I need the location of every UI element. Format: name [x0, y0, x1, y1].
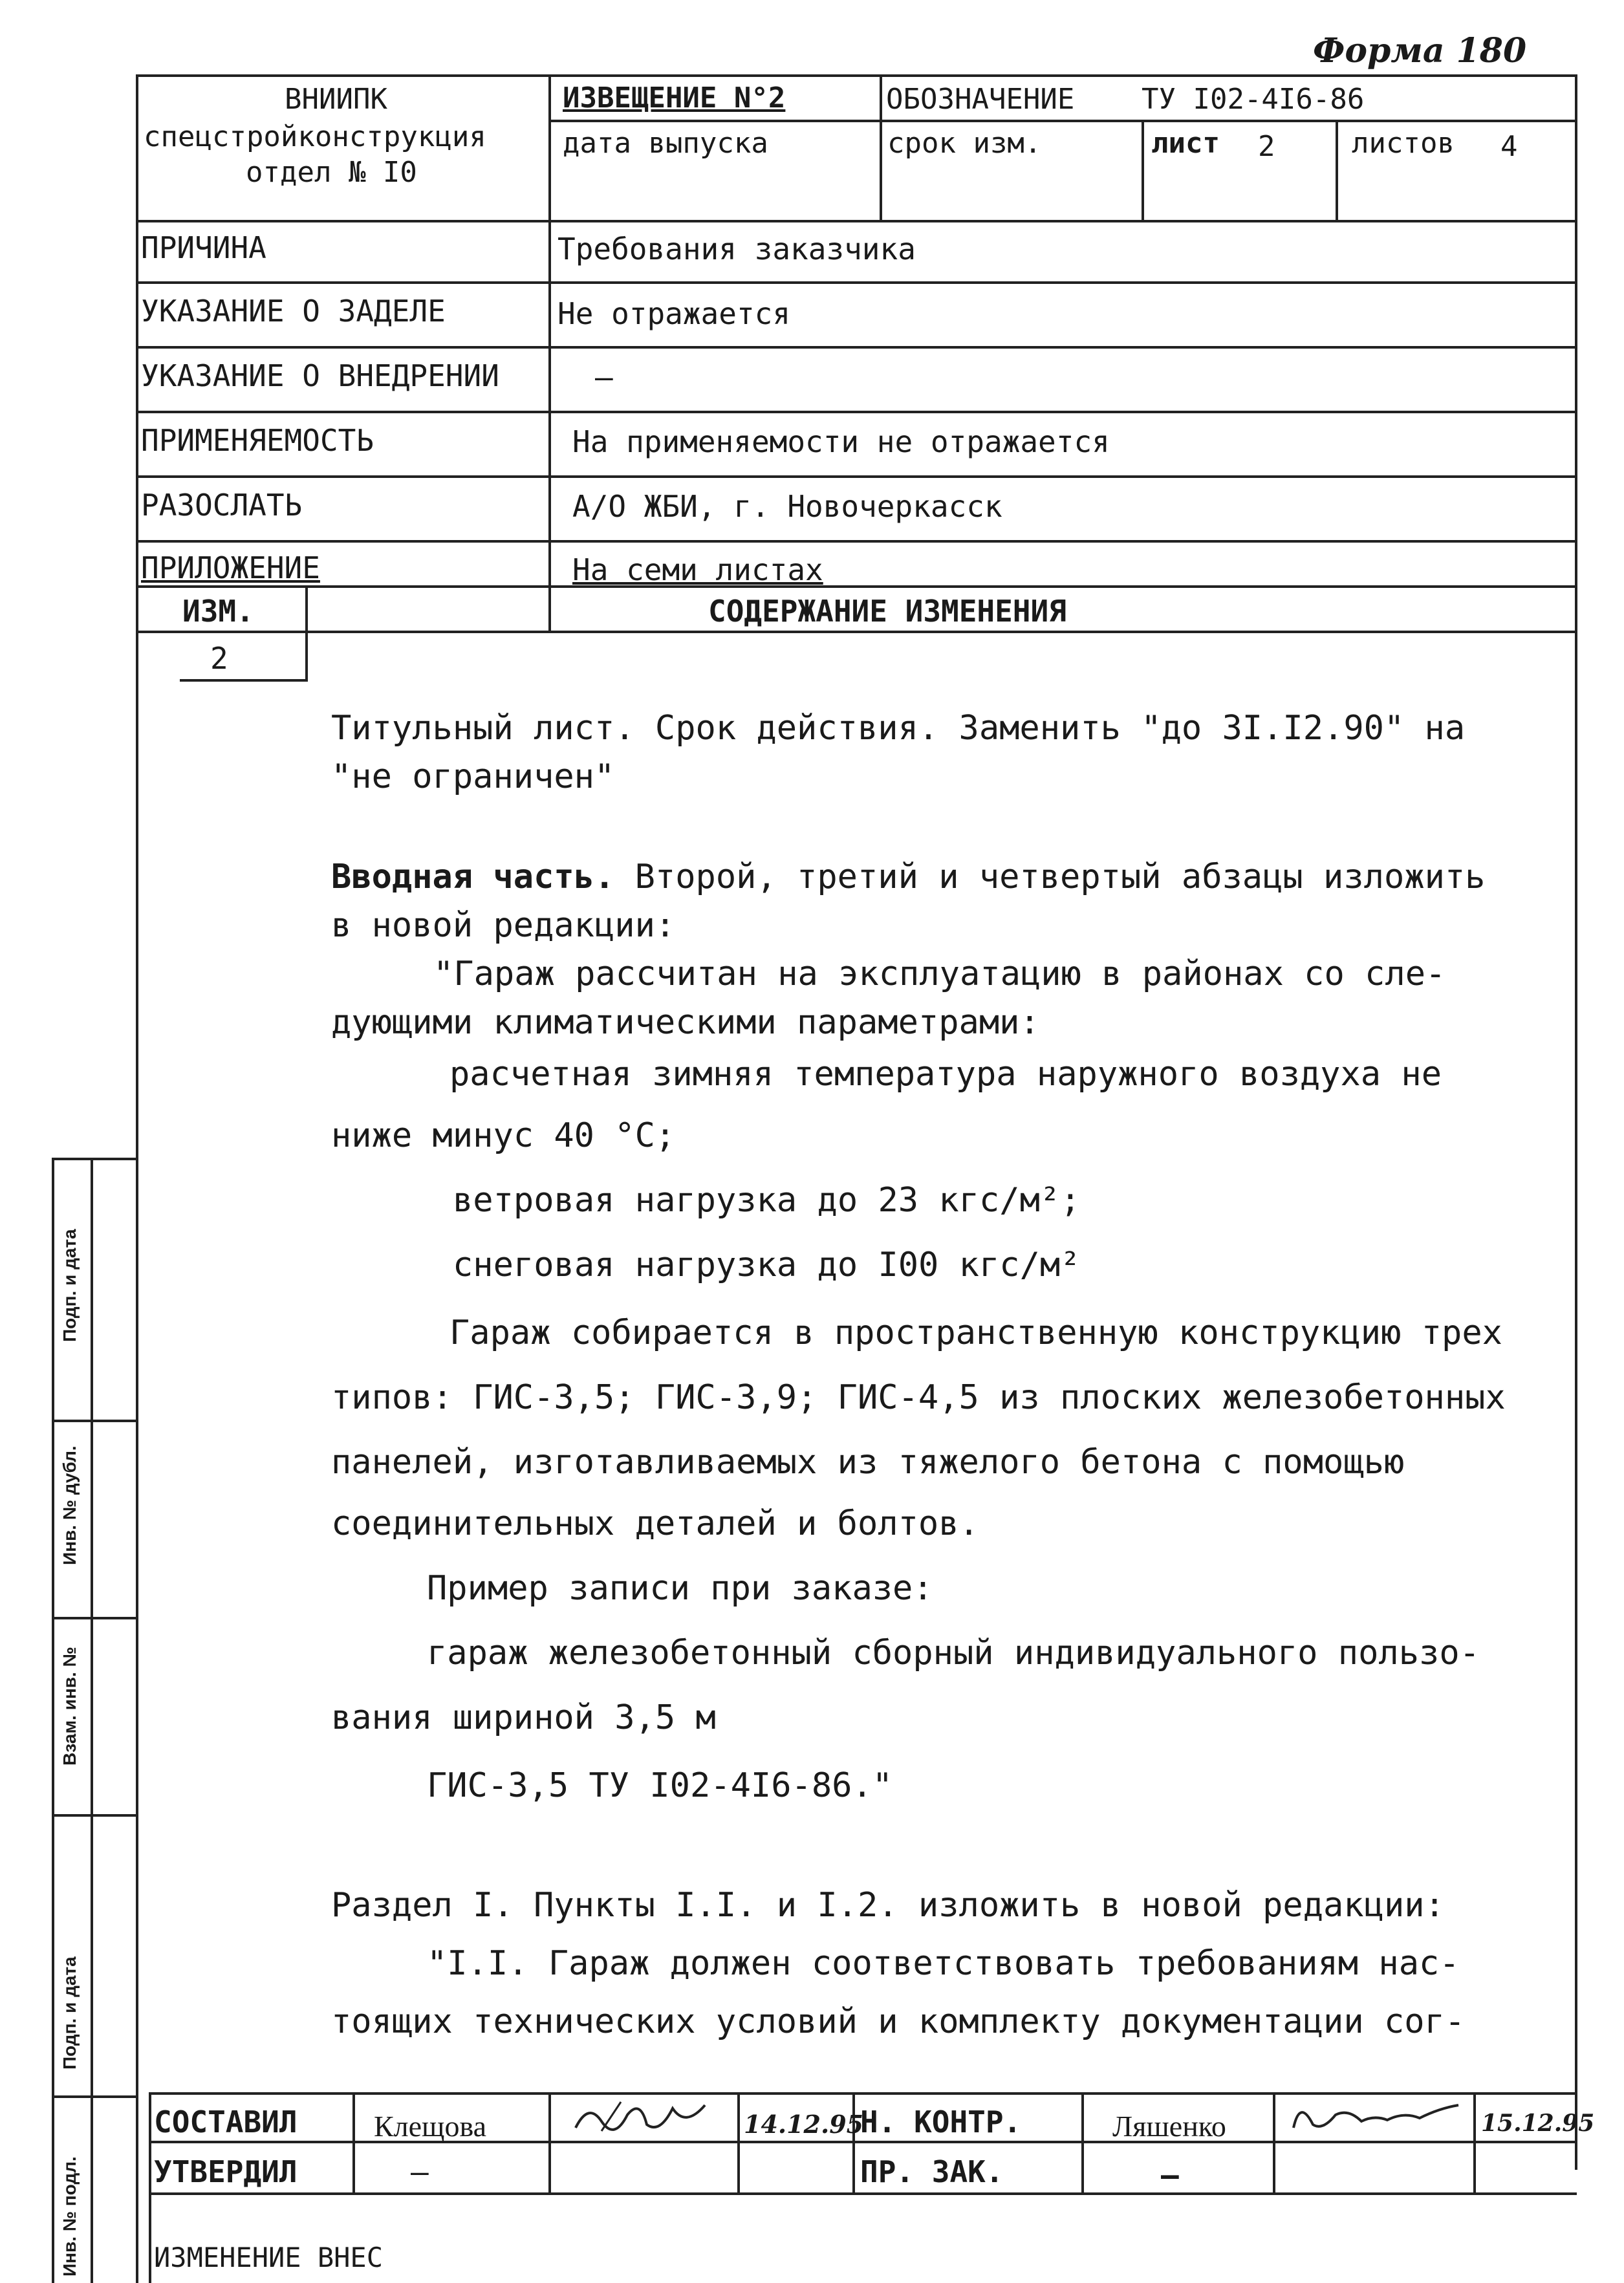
body-p2-l2: в новой редакции:	[331, 906, 676, 945]
change-col-bottom	[180, 679, 308, 682]
issue-date-label: дата выпуска	[563, 127, 768, 160]
side-stamp-div-4	[52, 2095, 138, 2098]
body-p4-l2: гараж железобетонный сборный индивидуального пользо-	[427, 1634, 1480, 1672]
change-made-label: ИЗМЕНЕНИЕ ВНЕС	[154, 2242, 384, 2273]
side-stamp-div-1	[52, 1420, 138, 1422]
org-name-line2: спецстройконструкция	[144, 120, 486, 153]
body-p5-l1: Раздел I. Пункты I.I. и I.2. изложить в новой редакции:	[331, 1886, 1445, 1925]
side-sign-date-2: Подп. и дата	[60, 1956, 80, 2070]
header-divider-3	[1142, 120, 1144, 222]
side-stamp-div-2	[52, 1617, 138, 1619]
body-p2-l8: снеговая нагрузка до I00 кгс/м²	[453, 1246, 1081, 1284]
side-sign-date-1: Подп. и дата	[60, 1229, 80, 1342]
applicability-value: На применяемости не отражается	[572, 424, 1110, 459]
body-p4-l3: вания шириной 3,5 м	[331, 1698, 716, 1737]
footer-col-7	[1273, 2092, 1275, 2192]
side-stamp-mid	[91, 1158, 93, 2283]
composed-name: Клещова	[374, 2110, 487, 2143]
side-stamp-left	[52, 1158, 54, 2283]
frame-top	[136, 74, 1577, 77]
row-line-4	[136, 475, 1577, 478]
change-col-right	[305, 585, 308, 681]
body-p2-l5: расчетная зимняя температура наружного воздуха не	[449, 1055, 1442, 1094]
norm-control-signature	[1284, 2095, 1465, 2138]
header-divider-4	[1336, 120, 1338, 222]
backlog-label: УКАЗАНИЕ О ЗАДЕЛЕ	[141, 294, 446, 329]
body-p2-l1-bold: Вводная часть.	[331, 858, 615, 896]
footer-bottom-line	[149, 2192, 1577, 2195]
body-p3-l2: типов: ГИС-3,5; ГИС-3,9; ГИС-4,5 из плоских железобетонных	[331, 1378, 1506, 1417]
org-department: отдел № I0	[246, 156, 417, 189]
composed-date: 14.12.95	[744, 2110, 864, 2139]
side-replace-inv: Взам. инв. №	[60, 1647, 80, 1766]
change-number: 2	[210, 641, 228, 676]
org-name-line1: ВНИИПК	[285, 83, 387, 116]
body-p5-l3: тоящих технических условий и комплекту документации сог-	[331, 2002, 1466, 2041]
distribute-value: А/О ЖБИ, г. Новочеркасск	[572, 489, 1002, 524]
change-deadline-label: срок изм.	[887, 127, 1042, 160]
frame-left	[136, 74, 138, 2283]
backlog-value: Не отражается	[558, 296, 791, 331]
applicability-label: ПРИМЕНЯЕМОСТЬ	[141, 423, 374, 458]
form-label: Форма 180	[1313, 31, 1527, 70]
body-p2-l1-rest: Второй, третий и четвертый абзацы изложить	[614, 858, 1486, 896]
header-mid-line	[548, 120, 1577, 122]
sheet-label: лист	[1151, 127, 1220, 160]
footer-col-5	[852, 2092, 855, 2192]
footer-col-8	[1473, 2092, 1476, 2192]
footer-mid-line	[149, 2141, 1577, 2143]
footer-col-2	[352, 2092, 355, 2192]
frame-right	[1575, 74, 1577, 2170]
attachment-value: На семи листах	[572, 552, 823, 587]
body-p1-l2: "не ограничен"	[331, 757, 615, 796]
norm-control-label: Н. КОНТР.	[860, 2104, 1022, 2139]
row-line-1	[136, 281, 1577, 284]
row-line-3	[136, 411, 1577, 413]
header-divider-2	[880, 74, 882, 222]
body-p4-l4: ГИС-3,5 ТУ I02-4I6-86."	[427, 1766, 893, 1805]
distribute-label: РАЗОСЛАТЬ	[141, 488, 303, 523]
notice-number: ИЗВЕЩЕНИЕ N°2	[563, 81, 786, 114]
sheets-value: 4	[1500, 130, 1518, 163]
footer-top-line	[149, 2092, 1577, 2095]
row-line-5	[136, 540, 1577, 543]
side-dup-inv: Инв. № дубл.	[60, 1445, 80, 1565]
change-label: ИЗМ.	[182, 594, 254, 629]
body-p2-l4: дующими климатическими параметрами:	[331, 1003, 1040, 1042]
body-p3-l1: Гараж собирается в пространственную конструкцию трех	[449, 1314, 1502, 1352]
implementation-value: –	[595, 360, 613, 395]
body-p2-l7: ветровая нагрузка до 23 кгс/м²;	[453, 1181, 1081, 1220]
content-header-line	[136, 631, 1577, 633]
body-p2-l3: "Гараж рассчитан на эксплуатацию в районах со сле-	[433, 955, 1446, 993]
content-title: СОДЕРЖАНИЕ ИЗМЕНЕНИЯ	[708, 594, 1066, 629]
footer-col-1	[149, 2092, 151, 2283]
composed-label: СОСТАВИЛ	[154, 2104, 298, 2139]
order-value: –	[1161, 2158, 1179, 2192]
side-stamp-top	[52, 1158, 138, 1160]
footer-col-3	[548, 2092, 551, 2192]
footer-col-6	[1081, 2092, 1084, 2192]
approved-label: УТВЕРДИЛ	[154, 2154, 298, 2189]
designation-value: ТУ I02-4I6-86	[1142, 83, 1365, 116]
body-p2-l1	[331, 860, 1485, 894]
footer-col-4	[737, 2092, 740, 2192]
composed-signature	[563, 2095, 724, 2138]
body-p4-l1: Пример записи при заказе:	[427, 1569, 933, 1608]
attachment-label: ПРИЛОЖЕНИЕ	[141, 550, 320, 585]
approved-name: –	[411, 2154, 429, 2189]
header-bottom-line	[136, 220, 1577, 222]
norm-control-date: 15.12.95	[1481, 2110, 1595, 2137]
row-line-2	[136, 346, 1577, 349]
reason-value: Требования заказчика	[558, 232, 916, 266]
sheet-value: 2	[1258, 130, 1275, 163]
side-orig-inv: Инв. № подл.	[60, 2156, 80, 2277]
implementation-label: УКАЗАНИЕ О ВНЕДРЕНИИ	[141, 358, 499, 393]
body-p2-l6: ниже минус 40 °С;	[331, 1116, 676, 1155]
side-stamp-div-3	[52, 1814, 138, 1817]
reason-label: ПРИЧИНА	[141, 230, 266, 265]
row-line-6	[136, 585, 1577, 588]
body-p5-l2: "I.I. Гараж должен соответствовать требованиям нас-	[427, 1944, 1460, 1983]
order-label: ПР. ЗАК.	[860, 2154, 1004, 2189]
header-divider-1	[548, 74, 551, 631]
body-p3-l3: панелей, изготавливаемых из тяжелого бетона с помощью	[331, 1443, 1405, 1482]
body-p1-l1: Титульный лист. Срок действия. Заменить "до 3I.I2.90" на	[331, 709, 1466, 748]
designation-label: ОБОЗНАЧЕНИЕ	[886, 83, 1075, 116]
norm-control-name: Ляшенко	[1112, 2110, 1226, 2143]
body-p3-l4: соединительных деталей и болтов.	[331, 1504, 979, 1543]
sheets-label: листов	[1352, 127, 1455, 160]
